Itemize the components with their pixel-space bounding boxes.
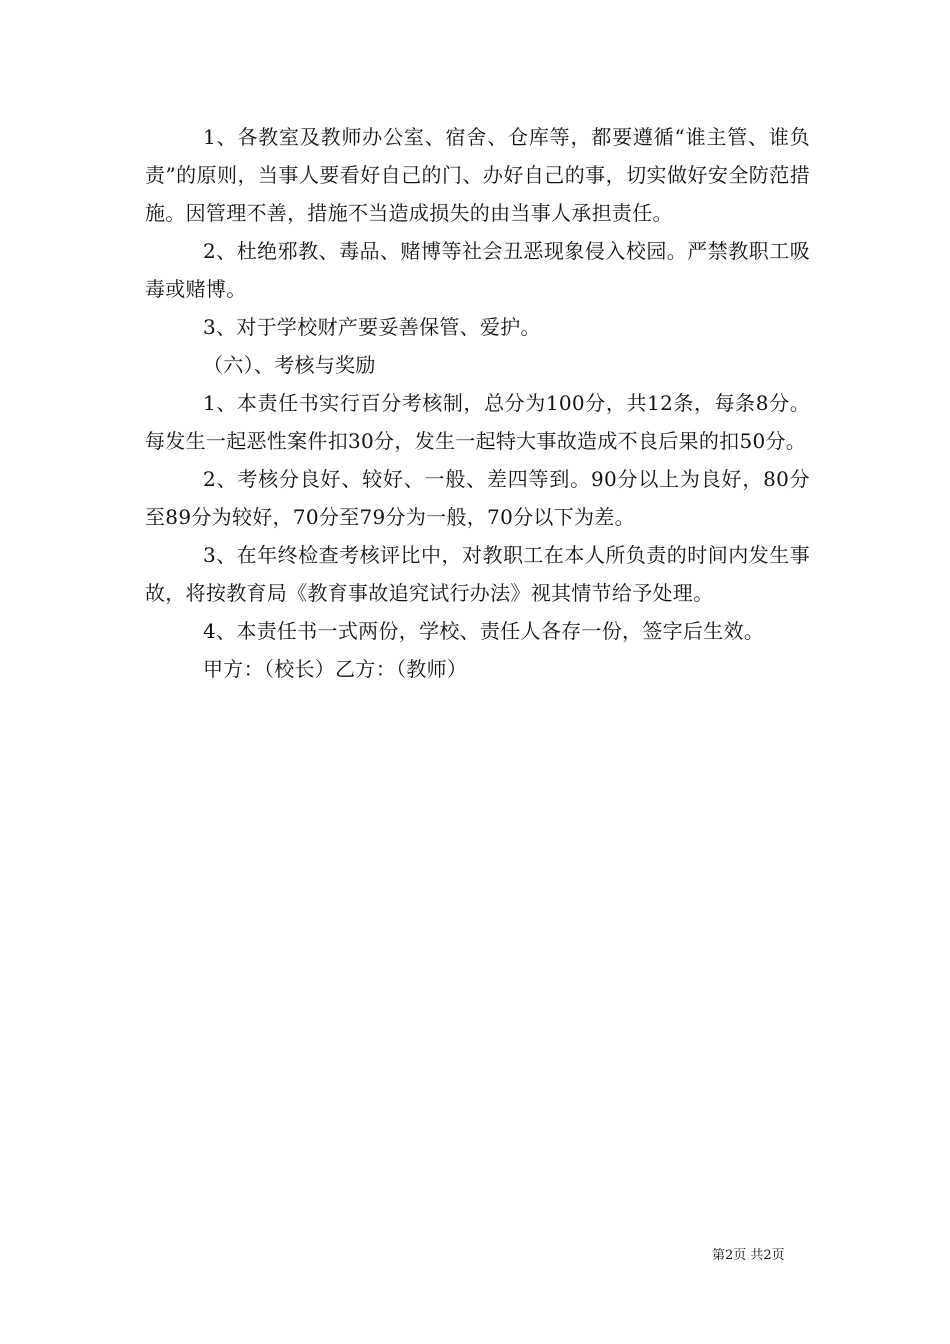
paragraph-copies: 4、本责任书一式两份，学校、责任人各存一份，签字后生效。 <box>203 619 765 643</box>
document-body <box>145 118 810 688</box>
paragraph-grades: 2、考核分良好、较好、一般、差四等到。90分以上为良好，80分至89分为较好，70分至79分为一般，70分以下为差。 <box>145 467 810 529</box>
paragraph-responsibility: 1、各教室及教师办公室、宿舍、仓库等，都要遵循“谁主管、谁负责”的原则，当事人要看好自己的门、办好自己的事，切实做好安全防范措施。因管理不善，措施不当造成损失的由当事人承担责任。 <box>145 125 810 225</box>
paragraph-prohibition: 2、杜绝邪教、毒品、赌博等社会丑恶现象侵入校园。严禁教职工吸毒或赌博。 <box>145 239 810 301</box>
paragraph-property: 3、对于学校财产要妥善保管、爱护。 <box>203 315 541 339</box>
paragraph-accident-handling: 3、在年终检查考核评比中，对教职工在本人所负责的时间内发生事故，将按教育局《教育事故追究试行办法》视其情节给予处理。 <box>145 543 810 605</box>
page-number-footer: 第2页 共2页 <box>712 1248 785 1263</box>
section-heading-assessment: （六）、考核与奖励 <box>203 353 376 377</box>
signature-line: 甲方：（校长）乙方：（教师） <box>203 657 468 681</box>
paragraph-scoring: 1、本责任书实行百分考核制，总分为100分，共12条，每条8分。每发生一起恶性案件扣30分，发生一起特大事故造成不良后果的扣50分。 <box>145 391 810 453</box>
